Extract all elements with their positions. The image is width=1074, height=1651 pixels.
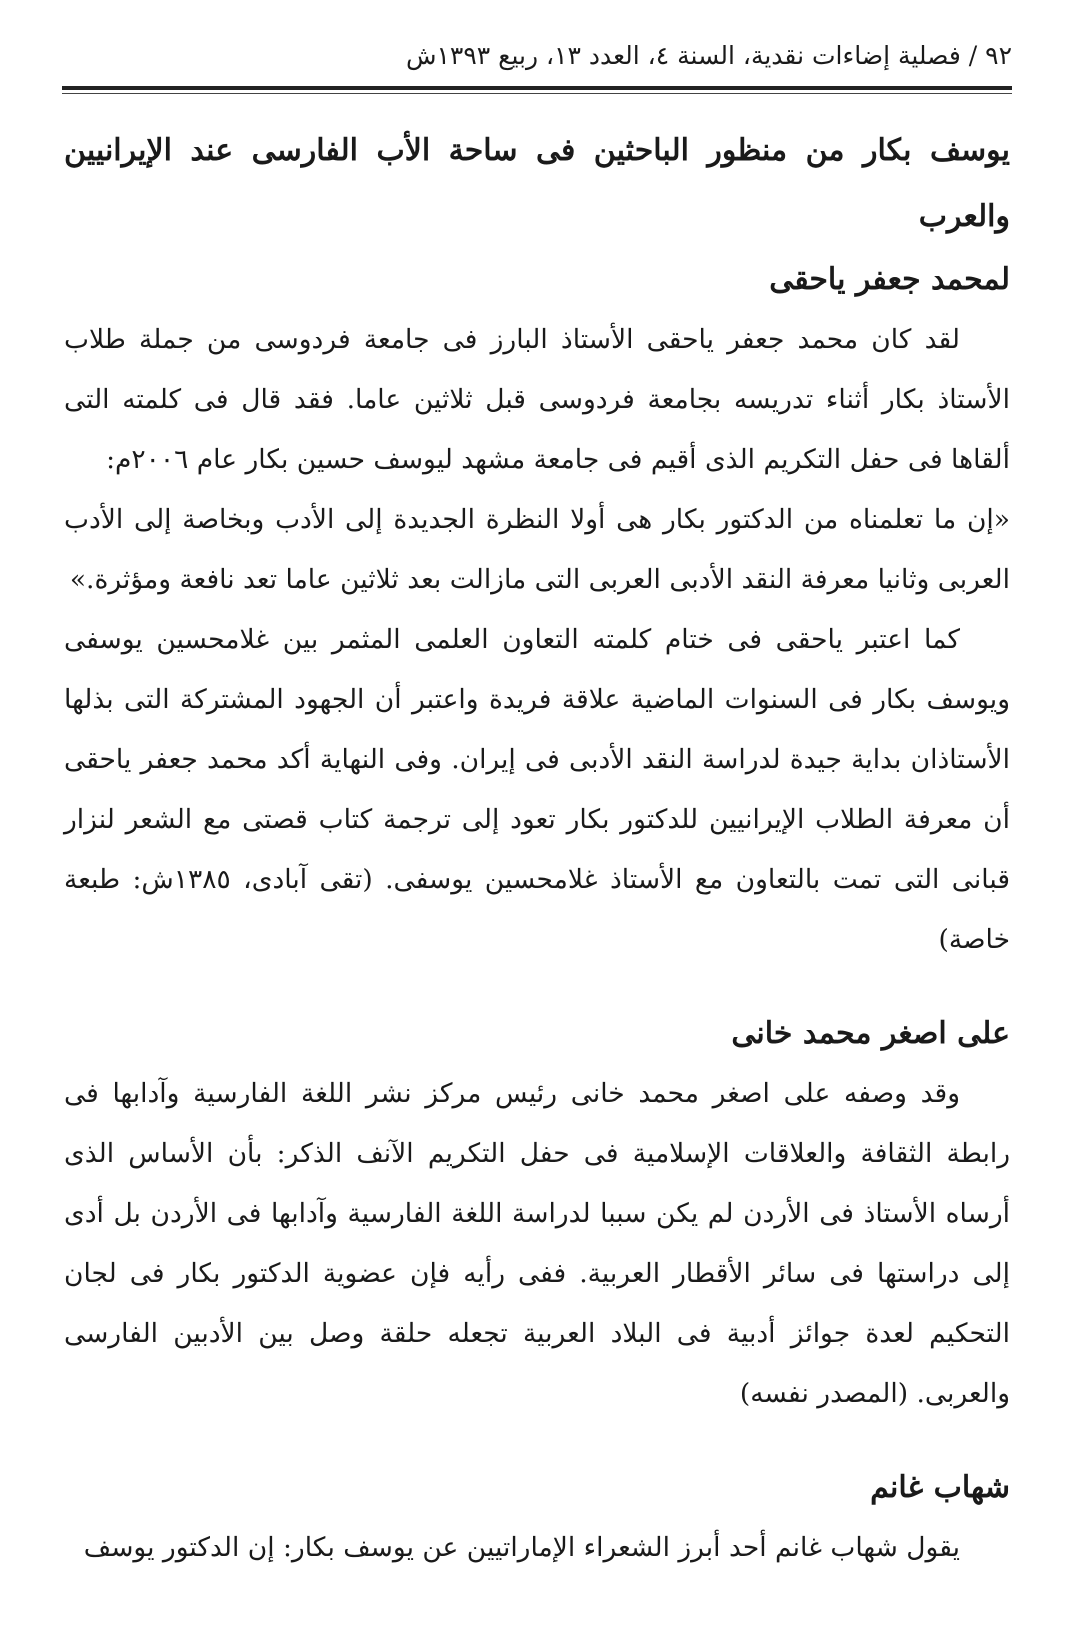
section-subtitle: لمحمد جعفر ياحقى (769, 262, 1010, 297)
section-heading-mohammadkhani: على اصغر محمد خانى (731, 1016, 1010, 1051)
paragraph-quotation: «إن ما تعلمناه من الدكتور بكار هى أولا النظرة الجديدة إلى الأدب وبخاصة إلى الأدب العربى وثانيا معرفة النقد الأدبى العربى التى مازالت بعد ثلاثين عاما تعد نافعة ومؤثرة.» (64, 504, 1010, 595)
page-body (64, 118, 1010, 1578)
header-rule (62, 86, 1012, 90)
paragraph-mohammadkhani: وقد وصفه على اصغر محمد خانى رئيس مركز نشر اللغة الفارسية وآدابها فى رابطة الثقافة والعلاقات الإسلامية فى حفل التكريم الآنف الذكر: بأن الأساس الذى أرساه الأستاذ فى الأردن لم يكن سببا لدراسة اللغة الفارسية وآدابها فى الأردن بل أدى إلى دراستها فى سائر الأقطار العربية. ففى رأيه فإن عضوية الدكتور بكار فى لجان التحكيم لعدة جوائز أدبية فى البلاد العربية تجعله حلقة وصل بين الأدبين الفارسى والعربى. (المصدر نفسه) (64, 1078, 1010, 1409)
header-rule-thin (62, 93, 1012, 94)
paragraph-shihab-ghanem: يقول شهاب غانم أحد أبرز الشعراء الإماراتيين عن يوسف بكار: إن الدكتور يوسف (83, 1532, 960, 1563)
running-header: ٩٢ / فصلية إضاءات نقدية، السنة ٤، العدد ١٣، ربيع ١٣٩٣ش (405, 41, 1012, 70)
section-title: يوسف بكار من منظور الباحثين فى ساحة الأب الفارسى عند الإيرانيين والعرب (64, 133, 1010, 234)
paragraph-yahaqqi-intro: لقد كان محمد جعفر ياحقى الأستاذ البارز فى جامعة فردوسى من جملة طلاب الأستاذ بكار أثناء تدريسه بجامعة فردوسى قبل ثلاثين عاما. فقد قال فى كلمته التى ألقاها فى حفل التكريم الذى أقيم فى جامعة مشهد ليوسف حسين بكار عام ٢٠٠٦م: (64, 324, 1010, 475)
section-heading-shihab-ghanem: شهاب غانم (870, 1470, 1010, 1505)
paragraph-yahaqqi-conclusion: كما اعتبر ياحقى فى ختام كلمته التعاون العلمى المثمر بين غلامحسين يوسفى ويوسف بكار فى السنوات الماضية علاقة فريدة واعتبر أن الجهود المشتركة التى بذلها الأستاذان بداية جيدة لدراسة النقد الأدبى فى إيران. وفى النهاية أكد محمد جعفر ياحقى أن معرفة الطلاب الإيرانيين للدكتور بكار تعود إلى ترجمة كتاب قصتى مع الشعر لنزار قبانى التى تمت بالتعاون مع الأستاذ غلامحسين يوسفى. (تقى آبادى، ١٣٨٥ش: طبعة خاصة) (64, 624, 1011, 955)
